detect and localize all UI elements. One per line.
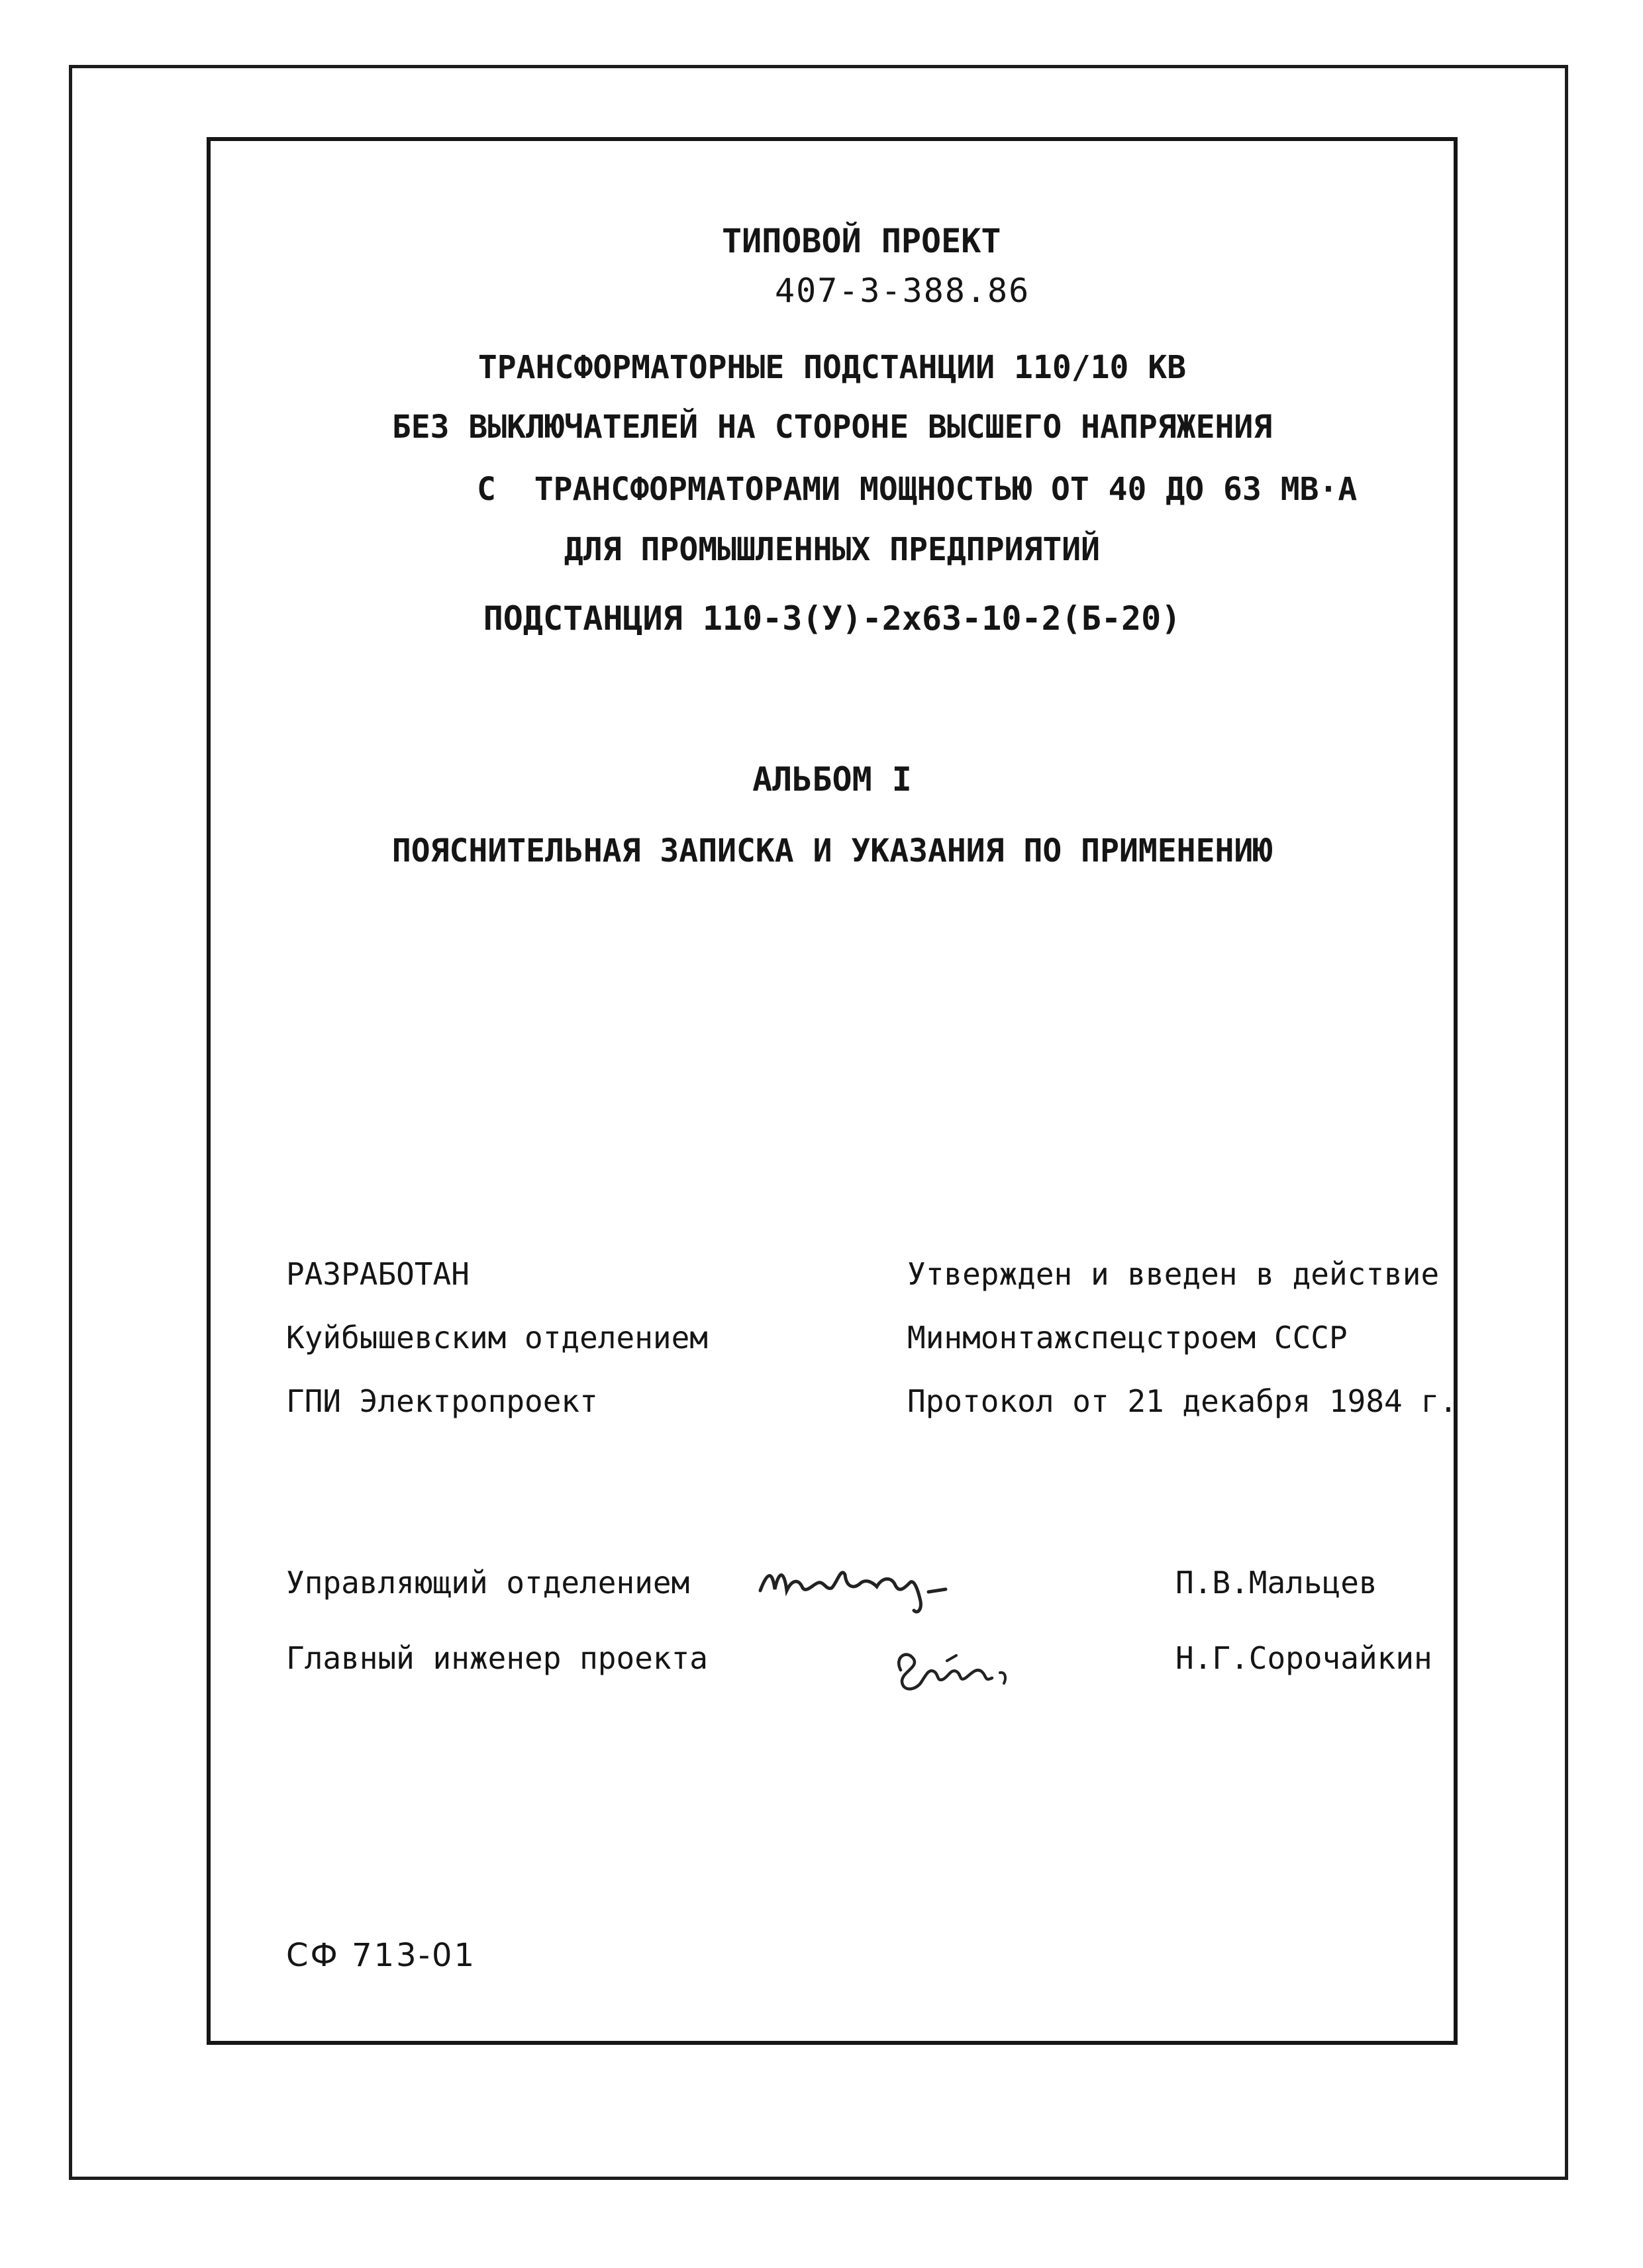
album-subtitle: ПОЯСНИТЕЛЬНАЯ ЗАПИСКА И УКАЗАНИЯ ПО ПРИМЕНЕНИЮ: [391, 832, 1273, 869]
handwritten-signature-manager: [755, 1550, 1033, 1622]
approval-label: Утвержден и введен в действие: [907, 1256, 1440, 1292]
developed-by-department: Куйбышевским отделением: [286, 1320, 708, 1356]
title-line-4: ДЛЯ ПРОМЫШЛЕННЫХ ПРЕДПРИЯТИЙ: [564, 531, 1101, 568]
project-code: 407-3-388.86: [775, 271, 1030, 310]
developed-label: РАЗРАБОТАН: [286, 1256, 470, 1292]
signature-role-manager: Управляющий отделением: [286, 1565, 690, 1601]
project-type-label: ТИПОВОЙ ПРОЕКТ: [722, 222, 1001, 260]
approval-authority: Минмонтажспецстроем СССР: [907, 1320, 1348, 1356]
archive-stamp: СФ 713-01: [286, 1937, 477, 1974]
approval-protocol: Протокол от 21 декабря 1984 г.: [907, 1383, 1458, 1419]
handwritten-signature-chief-engineer: [887, 1630, 1086, 1703]
title-line-1: ТРАНСФОРМАТОРНЫЕ ПОДСТАНЦИИ 110/10 КВ: [477, 349, 1187, 386]
title-line-3: С ТРАНСФОРМАТОРАМИ МОЩНОСТЬЮ ОТ 40 ДО 63 МВ·А: [477, 471, 1358, 508]
substation-designation: ПОДСТАНЦИЯ 110-3(У)-2х63-10-2(Б-20): [483, 599, 1181, 638]
signature-role-chief-engineer: Главный инженер проекта: [286, 1640, 708, 1676]
signature-name-manager: П.В.Мальцев: [1175, 1565, 1377, 1601]
developed-by-institute: ГПИ Электропроект: [286, 1383, 598, 1419]
signature-name-chief-engineer: Н.Г.Сорочайкин: [1175, 1640, 1432, 1676]
album-number: АЛЬБОМ I: [752, 760, 912, 799]
title-line-2: БЕЗ ВЫКЛЮЧАТЕЛЕЙ НА СТОРОНЕ ВЫСШЕГО НАПРЯЖЕНИЯ: [391, 409, 1273, 446]
